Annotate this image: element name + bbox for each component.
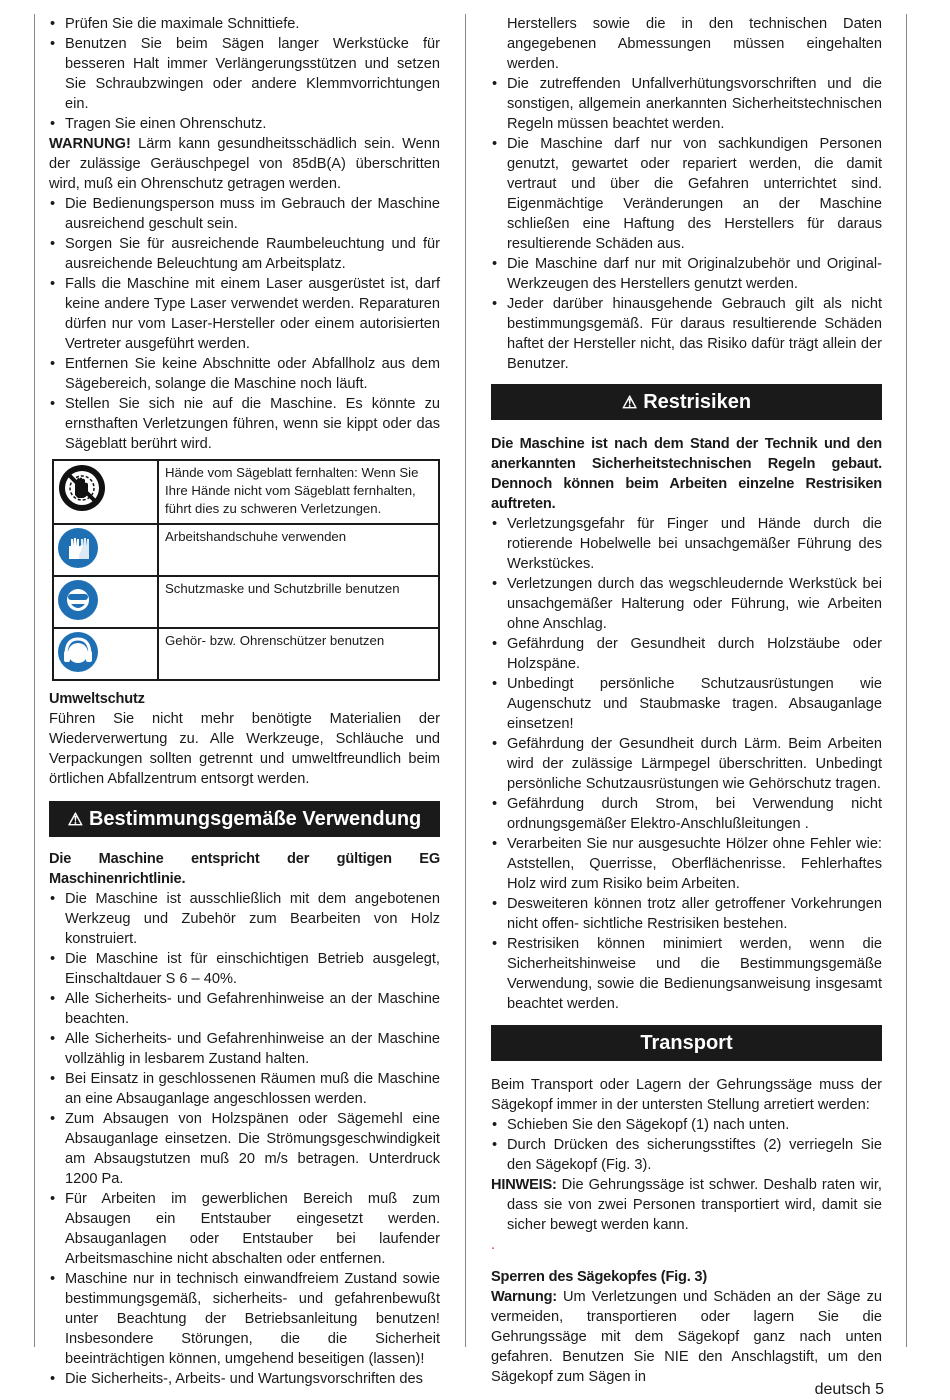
list-item: • Die zutreffenden Unfallverhütungsvorschriften und die sonstigen, allgemein anerkannten Sicherheitstechnischen Regeln müssen beachtet werden. — [491, 74, 882, 134]
list-item: • Unbedingt persönliche Schutzausrüstungen wie Augenschutz und Staubmaske tragen. Absauganlage einsetzen! — [491, 674, 882, 734]
noise-warning — [49, 134, 440, 194]
mask-goggles-icon — [57, 579, 99, 621]
list-item: • Zum Absaugen von Holzspänen oder Sägemehl eine Absauganlage einsetzen. Die Strömungsgeschwindigkeit am Absaugstutzen muß 20 m/s betragen. Unterdruck 1200 Pa. — [49, 1109, 440, 1189]
risks-intro: Die Maschine ist nach dem Stand der Technik und den anerkannten Sicherheitstechnischen Regeln gebaut. Dennoch können beim Arbeiten einzelne Restrisiken auftreten. — [491, 436, 882, 512]
list-item: • Alle Sicherheits- und Gefahrenhinweise an der Maschine vollzählig in lesbarem Zustand halten. — [49, 1029, 440, 1069]
list-item: • Gefährdung der Gesundheit durch Holzstäube oder Holzspäne. — [491, 634, 882, 674]
warning-triangle-icon: ⚠ — [67, 810, 83, 829]
list-item: • Die Bedienungsperson muss im Gebrauch der Maschine ausreichend geschult sein. — [49, 194, 440, 234]
lock-label: Warnung: — [491, 1289, 557, 1305]
page-footer: deutsch 5 — [814, 1381, 884, 1398]
symbol-row — [53, 576, 439, 628]
list-item: • Die Maschine darf nur mit Originalzubehör und Original-Werkzeugen des Herstellers genutzt werden. — [491, 254, 882, 294]
transport-hint — [491, 1175, 882, 1235]
list-item: • Verletzungen durch das wegschleudernde Werkstück bei unsachgemäßer Halterung oder Führung, wie Arbeiten ohne Anschlag. — [491, 574, 882, 634]
hand-prohibited-icon — [57, 463, 107, 513]
hint-label: HINWEIS: — [491, 1177, 557, 1193]
right-column-rule — [906, 14, 907, 1347]
list-item: • Durch Drücken des sicherungsstiftes (2) verriegeln Sie den Sägekopf (Fig. 3). — [491, 1135, 882, 1175]
right-column — [491, 14, 882, 1387]
list-item: • Gefährdung der Gesundheit durch Lärm. Beim Arbeiten wird der zulässige Lärmpegel überschritten. Unbedingt persönliche Schutzausrüstungen wie Gehörschutz tragen. — [491, 734, 882, 794]
symbol-text: Arbeitshandschuhe verwenden — [158, 524, 439, 576]
hint-text: Die Gehrungssäge ist schwer. Deshalb raten wir, dass sie von zwei Personen transportiert wird, damit sie sicher bewegt werden kann. — [507, 1177, 882, 1233]
section-banner-transport — [491, 1025, 882, 1061]
list-item: • Prüfen Sie die maximale Schnittiefe. — [49, 14, 440, 34]
list-item: • Für Arbeiten im gewerblichen Bereich muß zum Absaugen ein Entstauber eingesetzt werden. Absauganlagen oder Entstauber bei laufender Arbeitsmaschine nicht abschalten oder entfernen. — [49, 1189, 440, 1269]
safety-list-mid — [49, 194, 440, 454]
safety-list-top — [49, 14, 440, 134]
environment-text: Führen Sie nicht mehr benötigte Materialien der Wiederverwertung zu. Alle Werkzeuge, Schläuche und Verpackungen sollten getrennt und umweltfreundlich beim örtlichen Abfallzentrum entsorgt werden. — [49, 711, 440, 787]
lock-heading: Sperren des Sägekopfes (Fig. 3) — [491, 1269, 708, 1285]
list-item: • Maschine nur in technisch einwandfreiem Zustand sowie bestimmungsgemäß, sicherheits- und gefahrenbewußt unter Beachtung der Betriebsanleitung benutzen! Insbesondere Störungen, die die Sicherheit beeinträchtigen können, umgehend beseitigen (lassen)! — [49, 1269, 440, 1369]
list-item: • Jeder darüber hinausgehende Gebrauch gilt als nicht bestimmungsgemäß. Für daraus resultierende Schäden haftet der Hersteller nicht, das Risiko dafür trägt allein der Benutzer. — [491, 294, 882, 374]
intended-use-list — [49, 889, 440, 1389]
intended-use-list-cont — [491, 74, 882, 374]
stray-dot: . — [491, 1237, 496, 1253]
symbol-row — [53, 460, 439, 524]
banner-title: Restrisiken — [643, 391, 752, 413]
list-item: • Die Maschine ist für einschichtigen Betrieb ausgelegt, Einschaltdauer S 6 – 40%. — [49, 949, 440, 989]
continuation-text: Herstellers sowie die in den technischen Daten angegebenen Abmessungen müssen eingehalten werden. — [507, 16, 882, 72]
list-item: • Die Sicherheits-, Arbeits- und Wartungsvorschriften des — [49, 1369, 440, 1389]
environment-heading: Umweltschutz — [49, 691, 145, 707]
list-item: • Die Maschine darf nur von sachkundigen Personen genutzt, gewartet oder repariert werden, die damit vertraut und über die Gefahren unterrichtet sind. Eigenmächtige Veränderungen an der Maschine schließen eine Haftung des Herstellers für daraus resultierende Schäden aus. — [491, 134, 882, 254]
list-item: • Verletzungsgefahr für Finger und Hände durch die rotierende Hobelwelle bei unsachgemäßer Führung des Werkstückes. — [491, 514, 882, 574]
list-item: • Benutzen Sie beim Sägen langer Werkstücke für besseren Halt immer Verlängerungsstützen und setzen Sie Schraubzwingen oder andere Klemmvorrichtungen ein. — [49, 34, 440, 114]
list-item: • Entfernen Sie keine Abschnitte oder Abfallholz aus dem Sägebereich, solange die Maschine noch läuft. — [49, 354, 440, 394]
symbol-row — [53, 628, 439, 680]
list-item: • Gefährdung durch Strom, bei Verwendung nicht ordnungsgemäßer Elektro-Anschlußleitungen . — [491, 794, 882, 834]
list-item: • Bei Einsatz in geschlossenen Räumen muß die Maschine an eine Absauganlage angeschlossen werden. — [49, 1069, 440, 1109]
risks-list — [491, 514, 882, 1014]
transport-list — [491, 1115, 882, 1175]
safety-symbol-table — [52, 459, 440, 681]
symbol-text: Schutzmaske und Schutzbrille benutzen — [158, 576, 439, 628]
list-item: • Stellen Sie sich nie auf die Maschine. Es könnte zu ernsthaften Verletzungen führen, wenn sie kippt oder das Sägeblatt berührt wird. — [49, 394, 440, 454]
list-item: • Sorgen Sie für ausreichende Raumbeleuchtung und für ausreichende Beleuchtung am Arbeitsplatz. — [49, 234, 440, 274]
lock-text: Um Verletzungen und Schäden an der Säge zu vermeiden, transportieren oder lagern Sie die Gehrungssäge mit dem Sägekopf ganz nach unten gefahren. Benutzen Sie NIE den Anschlagstift, um den Sägekopf zum Sägen in — [491, 1289, 882, 1385]
symbol-text: Hände vom Sägeblatt fernhalten: Wenn Sie Ihre Hände nicht vom Sägeblatt fernhalten, führt dies zu schweren Verletzungen. — [158, 460, 439, 524]
list-item: • Alle Sicherheits- und Gefahrenhinweise an der Maschine beachten. — [49, 989, 440, 1029]
list-item: • Restrisiken können minimiert werden, wenn die Sicherheitshinweise und die Bestimmungsgemäße Verwendung, sowie die Bedienungsanweisung insgesamt beachtet werden. — [491, 934, 882, 1014]
list-item: • Die Maschine ist ausschließlich mit dem angebotenen Werkzeug und Zubehör zum Bearbeiten von Holz konstruiert. — [49, 889, 440, 949]
list-item: • Desweiteren können trotz aller getroffener Vorkehrungen nicht offen- sichtliche Restrisiken bestehen. — [491, 894, 882, 934]
lock-warning — [491, 1287, 882, 1387]
symbol-text: Gehör- bzw. Ohrenschützer benutzen — [158, 628, 439, 680]
center-column-rule — [465, 14, 466, 1347]
banner-title: Transport — [640, 1032, 733, 1054]
section-banner-residual-risks — [491, 384, 882, 420]
warning-label: WARNUNG! — [49, 136, 131, 152]
banner-title: Bestimmungsgemäße Verwendung — [88, 808, 422, 830]
list-item: • Tragen Sie einen Ohrenschutz. — [49, 114, 440, 134]
section-banner-intended-use — [49, 801, 440, 837]
symbol-row — [53, 524, 439, 576]
warning-text: Lärm kann gesundheitsschädlich sein. Wenn der zulässige Geräuschpegel von 85dB(A) überschritten wird, muß ein Ohrenschutz getragen werden. — [49, 136, 440, 192]
gloves-icon — [57, 527, 99, 569]
list-item: • Falls die Maschine mit einem Laser ausgerüstet ist, darf keine andere Type Laser verwendet werden. Reparaturen dürfen nur vom Laser-Hersteller oder einem autorisierten Vertreter ausgeführt werden. — [49, 274, 440, 354]
ear-protection-icon — [57, 631, 99, 673]
warning-triangle-icon: ⚠ — [621, 393, 638, 412]
left-column — [49, 14, 440, 1389]
transport-intro: Beim Transport oder Lagern der Gehrungssäge muss der Sägekopf immer in der untersten Stellung arretiert werden: — [491, 1077, 882, 1113]
left-column-rule — [34, 14, 35, 1347]
list-item: • Schieben Sie den Sägekopf (1) nach unten. — [491, 1115, 882, 1135]
intended-use-intro: Die Maschine entspricht der gültigen EG Maschinenrichtlinie. — [49, 851, 440, 887]
list-item: • Verarbeiten Sie nur ausgesuchte Hölzer ohne Fehler wie: Aststellen, Querrisse, Oberflächenrisse. Fehlerhaftes Holz wird zum Risiko beim Arbeiten. — [491, 834, 882, 894]
